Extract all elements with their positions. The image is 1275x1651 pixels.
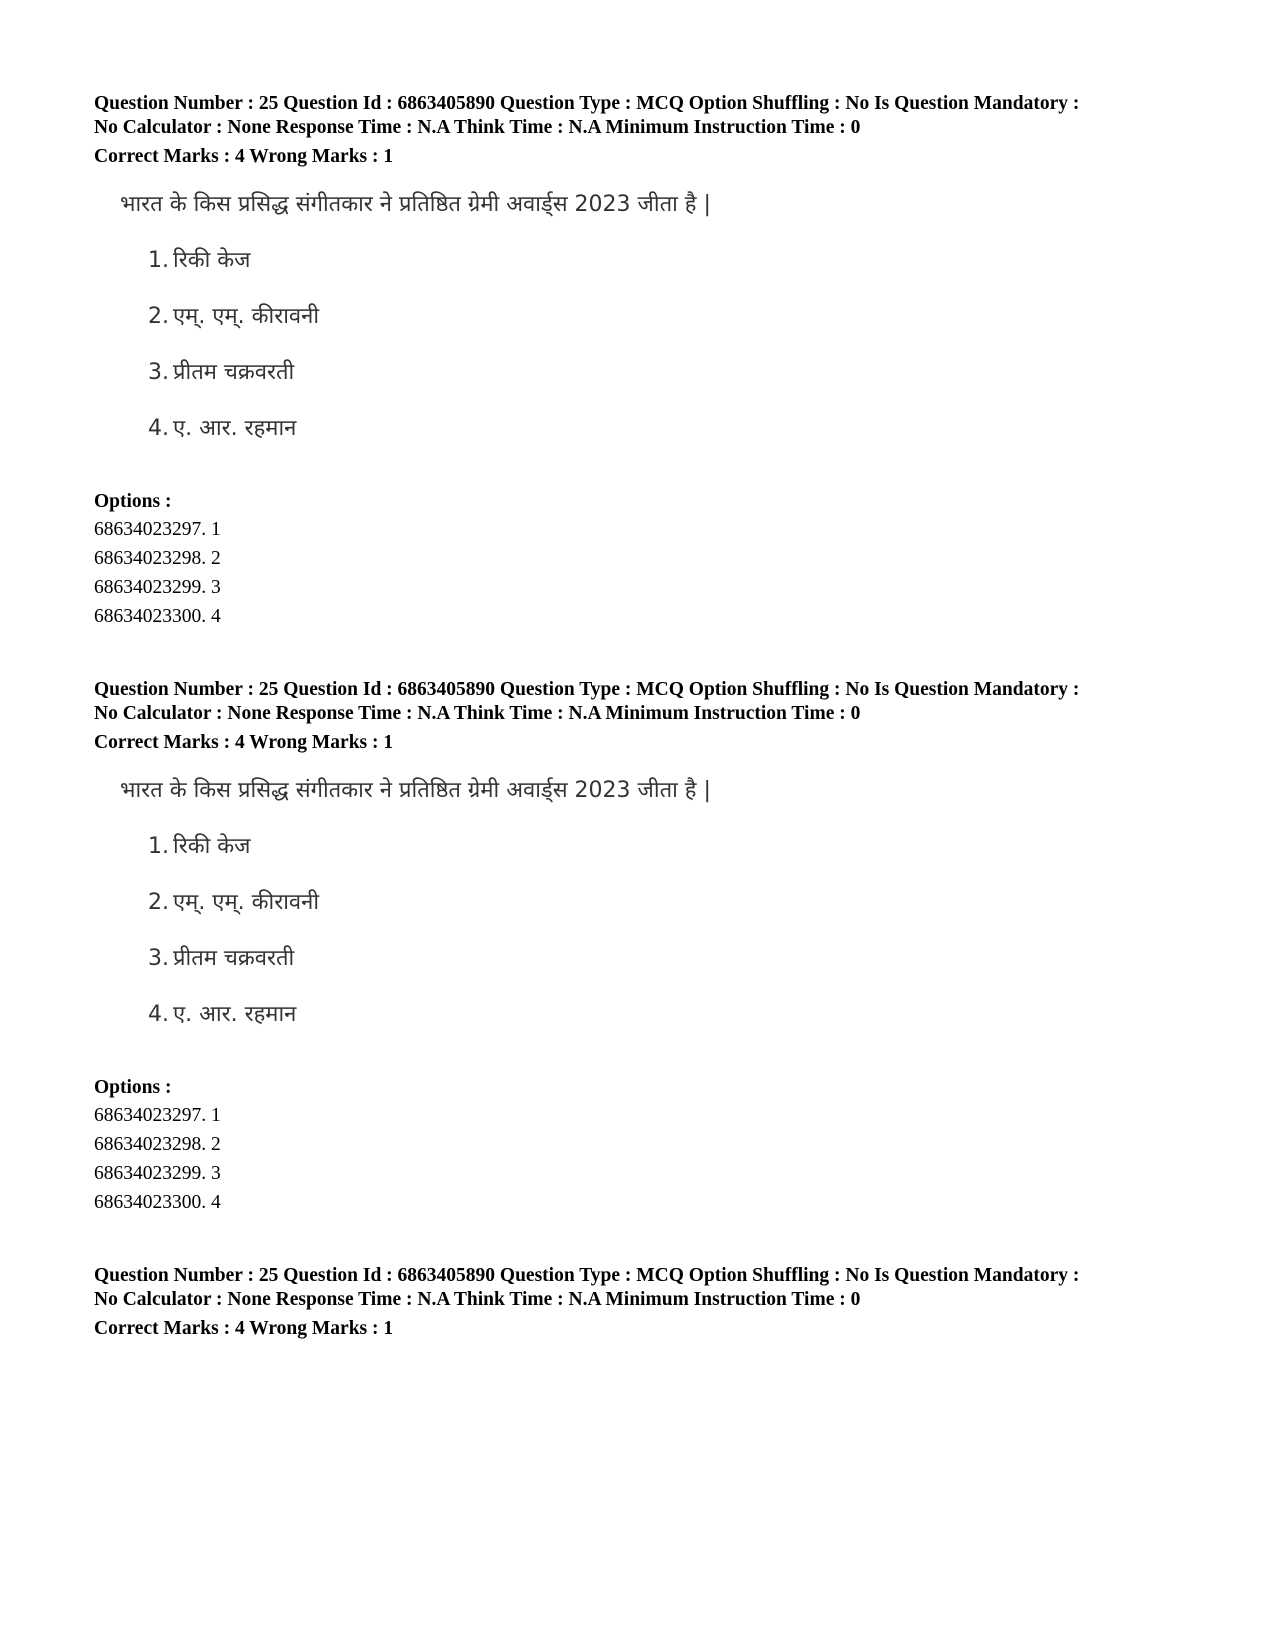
choice-1 [148, 831, 251, 863]
question-meta-line-2: No Calculator : None Response Time : N.A Think Time : N.A Minimum Instruction Time : 0 [94, 1289, 861, 1310]
question-block-3 [94, 1264, 1194, 1341]
option-id-row: 68634023297. 1 [94, 1105, 221, 1126]
question-block-1 [94, 92, 1194, 631]
choice-number: 3. [148, 360, 169, 385]
choice-text: एम्. एम्. कीरावनी [173, 304, 320, 329]
choice-text: ए. आर. रहमान [173, 416, 297, 441]
choice-number: 2. [148, 304, 169, 329]
choice-2 [148, 301, 319, 333]
question-meta-line-2: No Calculator : None Response Time : N.A Think Time : N.A Minimum Instruction Time : 0 [94, 703, 861, 724]
choice-3 [148, 357, 294, 389]
choice-text: रिकी केज [173, 834, 251, 859]
choice-2 [148, 887, 319, 919]
option-id-row: 68634023298. 2 [94, 1134, 221, 1155]
question-block-2 [94, 678, 1194, 1217]
option-id-row: 68634023297. 1 [94, 519, 221, 540]
choice-3 [148, 943, 294, 975]
question-meta-line-1: Question Number : 25 Question Id : 6863405890 Question Type : MCQ Option Shuffling : No Is Question Mandatory : [94, 1265, 1080, 1286]
option-id-row: 68634023300. 4 [94, 1192, 221, 1213]
choice-4 [148, 999, 296, 1031]
option-id-row: 68634023300. 4 [94, 606, 221, 627]
question-image [94, 775, 1194, 1065]
choice-text: ए. आर. रहमान [173, 1002, 297, 1027]
question-marks: Correct Marks : 4 Wrong Marks : 1 [94, 732, 394, 753]
question-meta-line-2: No Calculator : None Response Time : N.A Think Time : N.A Minimum Instruction Time : 0 [94, 117, 861, 138]
choice-text: एम्. एम्. कीरावनी [173, 890, 320, 915]
question-marks: Correct Marks : 4 Wrong Marks : 1 [94, 1318, 394, 1339]
choice-number: 4. [148, 416, 169, 441]
question-text: भारत के किस प्रसिद्ध संगीतकार ने प्रतिष्ठित ग्रेमी अवार्ड्स 2023 जीता है | [120, 192, 711, 217]
choice-text: प्रीतम चक्रवरती [173, 946, 295, 971]
choice-text: रिकी केज [173, 248, 251, 273]
choice-number: 1. [148, 834, 169, 859]
choice-4 [148, 413, 296, 445]
choice-number: 3. [148, 946, 169, 971]
option-id-row: 68634023299. 3 [94, 577, 221, 598]
question-meta-line-1: Question Number : 25 Question Id : 6863405890 Question Type : MCQ Option Shuffling : No Is Question Mandatory : [94, 93, 1080, 114]
choice-number: 4. [148, 1002, 169, 1027]
question-meta-line-1: Question Number : 25 Question Id : 6863405890 Question Type : MCQ Option Shuffling : No Is Question Mandatory : [94, 679, 1080, 700]
option-id-row: 68634023298. 2 [94, 548, 221, 569]
option-id-row: 68634023299. 3 [94, 1163, 221, 1184]
choice-number: 2. [148, 890, 169, 915]
options-label: Options : [94, 491, 172, 512]
question-marks: Correct Marks : 4 Wrong Marks : 1 [94, 146, 394, 167]
choice-number: 1. [148, 248, 169, 273]
choice-1 [148, 245, 251, 277]
choice-text: प्रीतम चक्रवरती [173, 360, 295, 385]
options-label: Options : [94, 1077, 172, 1098]
question-image [94, 189, 1194, 479]
question-text: भारत के किस प्रसिद्ध संगीतकार ने प्रतिष्ठित ग्रेमी अवार्ड्स 2023 जीता है | [120, 778, 711, 803]
